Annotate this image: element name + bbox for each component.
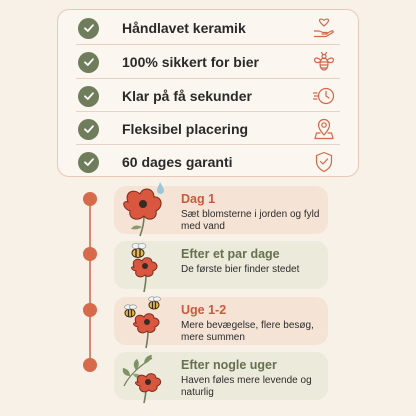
divider bbox=[76, 44, 340, 45]
timeline-step bbox=[114, 186, 328, 234]
shield-check-icon bbox=[312, 150, 336, 174]
feature-label: Klar på få sekunder bbox=[122, 88, 252, 104]
fast-clock-icon bbox=[312, 84, 336, 108]
divider bbox=[76, 78, 340, 79]
poppy-bees-icon bbox=[116, 291, 174, 349]
poppy-bee-icon bbox=[116, 235, 174, 293]
check-icon bbox=[78, 119, 99, 140]
poppy-water-drop-icon bbox=[116, 180, 174, 238]
divider bbox=[76, 111, 340, 112]
check-icon bbox=[78, 86, 99, 107]
check-icon bbox=[78, 152, 99, 173]
feature-row bbox=[58, 146, 358, 178]
check-icon bbox=[78, 18, 99, 39]
feature-row bbox=[58, 12, 358, 44]
location-pin-icon bbox=[312, 117, 336, 141]
poppy-leaves-icon bbox=[116, 346, 174, 404]
step-description: Mere bevægelse, flere besøg, mere summen bbox=[181, 320, 314, 343]
step-description: De første bier finder stedet bbox=[181, 264, 300, 275]
feature-row bbox=[58, 113, 358, 145]
timeline-step bbox=[114, 297, 328, 345]
timeline-line bbox=[89, 199, 91, 365]
bee-icon bbox=[312, 50, 336, 74]
timeline-step bbox=[114, 352, 328, 400]
timeline-dot bbox=[83, 303, 97, 317]
features-card bbox=[57, 9, 359, 177]
step-title: Dag 1 bbox=[181, 192, 216, 206]
feature-row bbox=[58, 46, 358, 78]
timeline-dot bbox=[83, 192, 97, 206]
feature-label: 100% sikkert for bier bbox=[122, 54, 259, 70]
step-description: Sæt blomsterne i jorden og fyld med vand bbox=[181, 209, 320, 232]
timeline-dot bbox=[83, 358, 97, 372]
feature-label: 60 dages garanti bbox=[122, 154, 233, 170]
hand-heart-icon bbox=[312, 16, 336, 40]
feature-label: Fleksibel placering bbox=[122, 121, 249, 137]
step-description: Haven føles mere levende og naturlig bbox=[181, 375, 312, 398]
step-title: Efter et par dage bbox=[181, 247, 280, 261]
step-title: Efter nogle uger bbox=[181, 358, 277, 372]
feature-label: Håndlavet keramik bbox=[122, 20, 246, 36]
feature-row bbox=[58, 80, 358, 112]
timeline-dot bbox=[83, 247, 97, 261]
divider bbox=[76, 144, 340, 145]
check-icon bbox=[78, 52, 99, 73]
step-title: Uge 1-2 bbox=[181, 303, 227, 317]
timeline-step bbox=[114, 241, 328, 289]
